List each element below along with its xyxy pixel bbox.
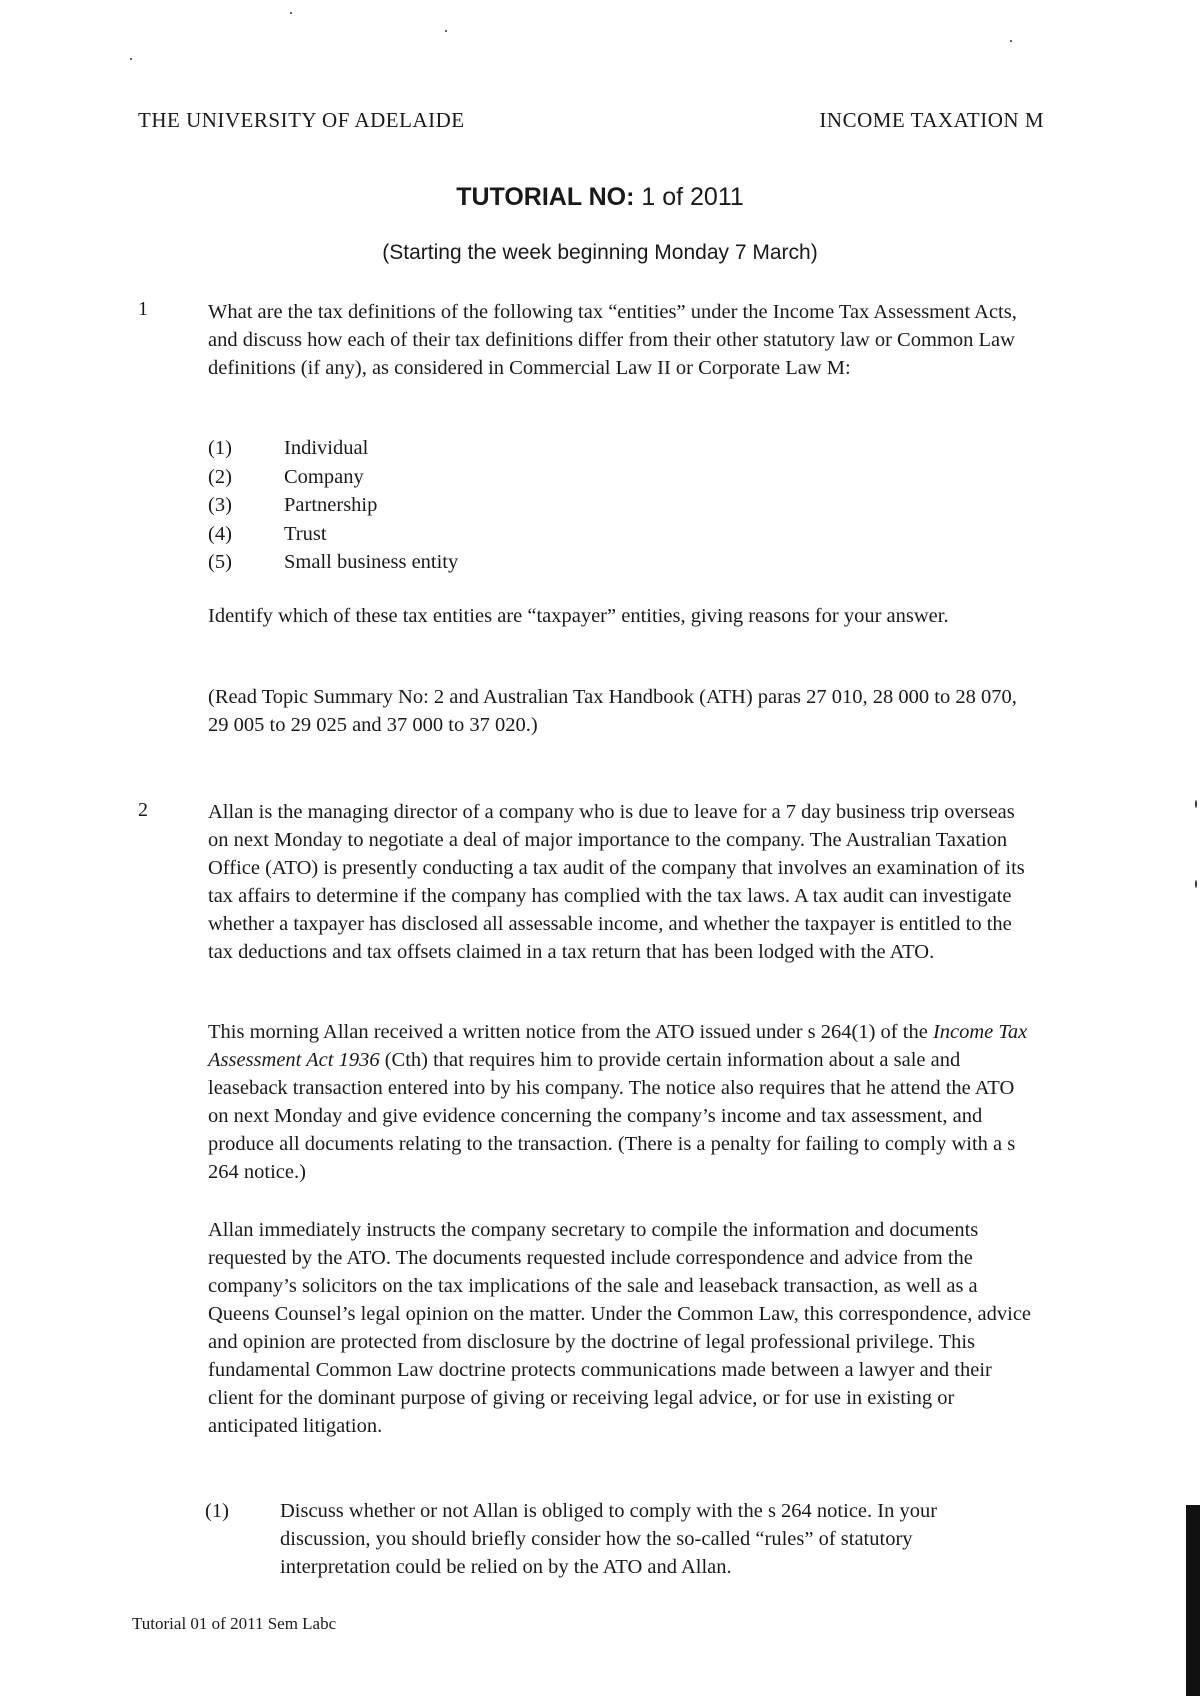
scan-speck — [290, 12, 292, 14]
sub-question-text: Discuss whether or not Allan is obliged to comply with the s 264 notice. In your discussion, you should briefly consider how the so-called “rules” of statutory interpretation could be relied on by the ATO and Allan. — [280, 1500, 938, 1578]
list-item-number: (4) — [208, 522, 232, 545]
question-2-number: 2 — [138, 799, 148, 821]
course-header: INCOME TAXATION M — [819, 108, 1044, 132]
list-item-number: (5) — [208, 551, 232, 573]
question-2-paragraph-2-end: (Cth) that requires him to provide certain information about a sale and leaseback transaction entered into by his company. The notice also requires that he attend the ATO on next Monday and give evidence concerning the company’s income and tax assessment, and produce all documents relating to the transaction. (There is a penalty for failing to comply with a s 264 notice.) — [208, 1049, 1016, 1183]
scan-speck — [1010, 40, 1012, 42]
sub-question-number: (1) — [205, 1500, 229, 1522]
list-item-number: (1) — [208, 437, 232, 459]
question-2-paragraph-3: Allan immediately instructs the company secretary to compile the information and documents requested by the ATO. The documents requested include correspondence and advice from the company’s solicitors on the tax implications of the sale and leaseback transaction, as well as a Queens Counsel’s legal opinion on the matter. Under the Common Law, this correspondence, advice and opinion are protected from disclosure by the doctrine of legal professional privilege. This fundamental Common Law doctrine protects communications made between a lawyer and their client for the dominant purpose of giving or receiving legal advice, or for use in existing or anticipated litigation. — [208, 1219, 1032, 1437]
list-item-label: Partnership — [284, 494, 378, 516]
question-1-text: What are the tax definitions of the following tax “entities” under the Income Tax Assessment Acts, and discuss how each of their tax definitions differ from their other statutory law or Common Law definitions (if any), as considered in Commercial Law II or Corporate Law M: — [208, 301, 1017, 379]
tutorial-title-rest: 1 of 2011 — [634, 183, 744, 211]
list-item — [208, 463, 458, 492]
question-2-paragraph-2-start: This morning Allan received a written notice from the ATO issued under s 264(1) of the — [208, 1021, 933, 1043]
tutorial-title — [0, 183, 1200, 212]
entity-list — [208, 434, 458, 577]
tutorial-title-bold: TUTORIAL NO: — [456, 183, 635, 211]
question-1-follow-up: Identify which of these tax entities are “taxpayer” entities, giving reasons for your answer. — [208, 605, 949, 627]
question-2-paragraph-2 — [208, 1018, 1038, 1186]
scan-speck — [1195, 880, 1197, 888]
list-item-label: Company — [284, 465, 364, 488]
scan-speck — [130, 58, 132, 60]
list-item-label: Individual — [284, 437, 369, 459]
list-item — [208, 491, 458, 520]
page-footer: Tutorial 01 of 2011 Sem Labc — [132, 1614, 337, 1633]
scan-speck — [445, 30, 447, 32]
question-2-paragraph-1: Allan is the managing director of a company who is due to leave for a 7 day business trip overseas on next Monday to negotiate a deal of major importance to the company. The Australian Taxation Office (ATO) is presently conducting a tax audit of the company that involves an examination of its tax affairs to determine if the company has complied with the tax laws. A tax audit can investigate whether a taxpayer has disclosed all assessable income, and whether the taxpayer is entitled to the tax deductions and tax offsets claimed in a tax return that has been lodged with the ATO. — [208, 801, 1025, 963]
question-1-number: 1 — [138, 298, 148, 320]
list-item — [208, 434, 458, 463]
act-title: Income Tax Assessment Act 1936 — [208, 1021, 1028, 1071]
tutorial-subtitle: (Starting the week beginning Monday 7 March) — [382, 241, 818, 264]
scan-edge-shadow — [1186, 1505, 1200, 1696]
list-item-number: (3) — [208, 494, 232, 516]
list-item-number: (2) — [208, 465, 232, 488]
scan-speck — [1195, 800, 1197, 808]
list-item — [208, 520, 458, 549]
sub-question — [205, 1497, 1020, 1581]
list-item-label: Small business entity — [284, 551, 459, 573]
university-header: THE UNIVERSITY OF ADELAIDE — [138, 108, 465, 132]
list-item — [208, 548, 458, 577]
question-1-reading: (Read Topic Summary No: 2 and Australian Tax Handbook (ATH) paras 27 010, 28 000 to 28 070, 29 005 to 29 025 and 37 000 to 37 020.) — [208, 686, 1017, 736]
list-item-label: Trust — [284, 522, 327, 545]
